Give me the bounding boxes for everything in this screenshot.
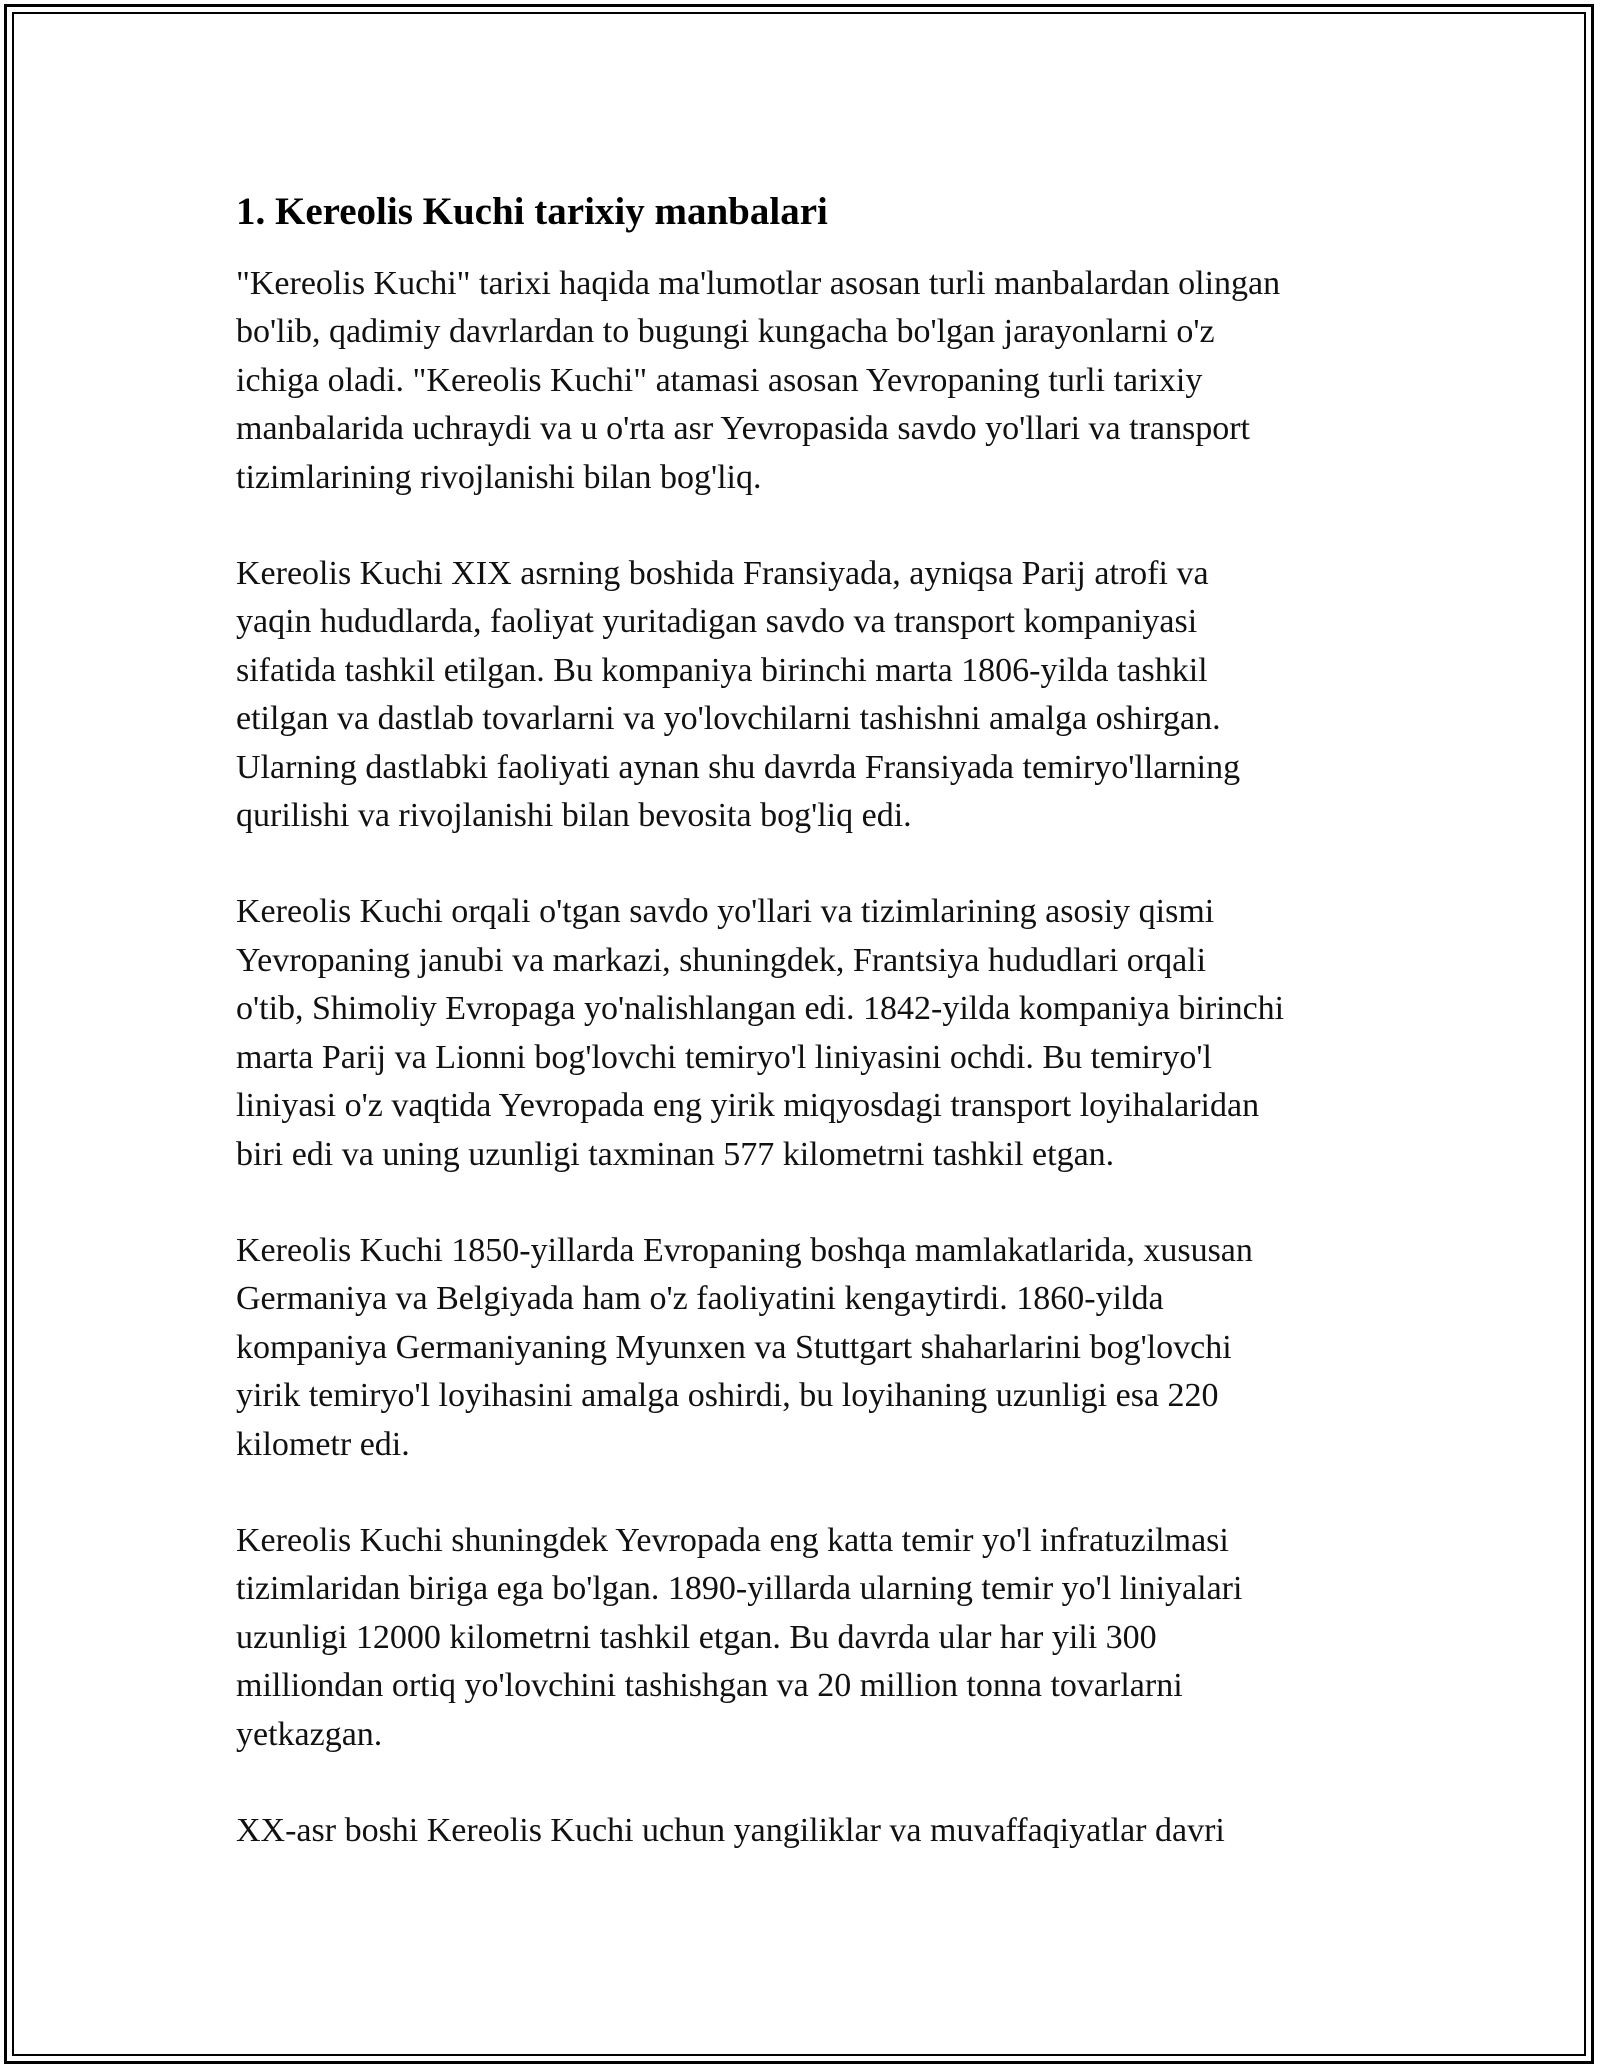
paragraph-1: "Kereolis Kuchi" tarixi haqida ma'lumotlar asosan turli manbalardan olingan bo'lib, qadimiy davrlardan to bugungi kungacha bo'lgan jarayonlarni o'z ichiga oladi. "Kereolis Kuchi" atamasi asosan Yevropaning turli tarixiy manbalarida uchraydi va u o'rta asr Yevropasida savdo yo'llari va transport tizimlarining rivojlanishi bilan bog'liq. (236, 265, 1281, 496)
paragraph-4: Kereolis Kuchi 1850-yillarda Evropaning boshqa mamlakatlarida, xususan Germaniya va Belgiyada ham o'z faoliyatini kengaytirdi. 1860-yilda kompaniya Germaniyaning Myunxen va Stuttgart shaharlarini bog'lovchi yirik temiryo'l loyihasini amalga oshirdi, bu loyihaning uzunligi esa 220 kilometr edi. (236, 1231, 1253, 1463)
paragraph-6: XX-asr boshi Kereolis Kuchi uchun yangiliklar va muvaffaqiyatlar davri (236, 1811, 1225, 1849)
document-body (236, 184, 1386, 1855)
paragraph-2: Kereolis Kuchi XIX asrning boshida Fransiyada, ayniqsa Parij atrofi va yaqin hududlarda, faoliyat yuritadigan savdo va transport kompaniyasi sifatida tashkil etilgan. Bu kompaniya birinchi marta 1806-yilda tashkil etilgan va dastlab tovarlarni va yo'lovchilarni tashishni amalga oshirgan. Ularning dastlabki faoliyati aynan shu davrda Fransiyada temiryo'llarning qurilishi va rivojlanishi bilan bevosita bog'liq edi. (236, 555, 1241, 835)
section-heading: 1. Kereolis Kuchi tarixiy manbalari (236, 190, 828, 233)
paragraph-3: Kereolis Kuchi orqali o'tgan savdo yo'llari va tizimlarining asosiy qismi Yevropaning janubi va markazi, shuningdek, Frantsiya hududlari orqali o'tib, Shimoliy Evropaga yo'nalishlangan edi. 1842-yilda kompaniya birinchi marta Parij va Lionni bog'lovchi temiryo'l liniyasini ochdi. Bu temiryo'l liniyasi o'z vaqtida Yevropada eng yirik miqyosdagi transport loyihalaridan biri edi va uning uzunligi taxminan 577 kilometrni tashkil etgan. (236, 893, 1285, 1173)
paragraph-5: Kereolis Kuchi shuningdek Yevropada eng katta temir yo'l infratuzilmasi tizimlaridan biriga ega bo'lgan. 1890-yillarda ularning temir yo'l liniyalari uzunligi 12000 kilometrni tashkil etgan. Bu davrda ular har yili 300 milliondan ortiq yo'lovchini tashishgan va 20 million tonna tovarlarni yetkazgan. (236, 1521, 1243, 1753)
